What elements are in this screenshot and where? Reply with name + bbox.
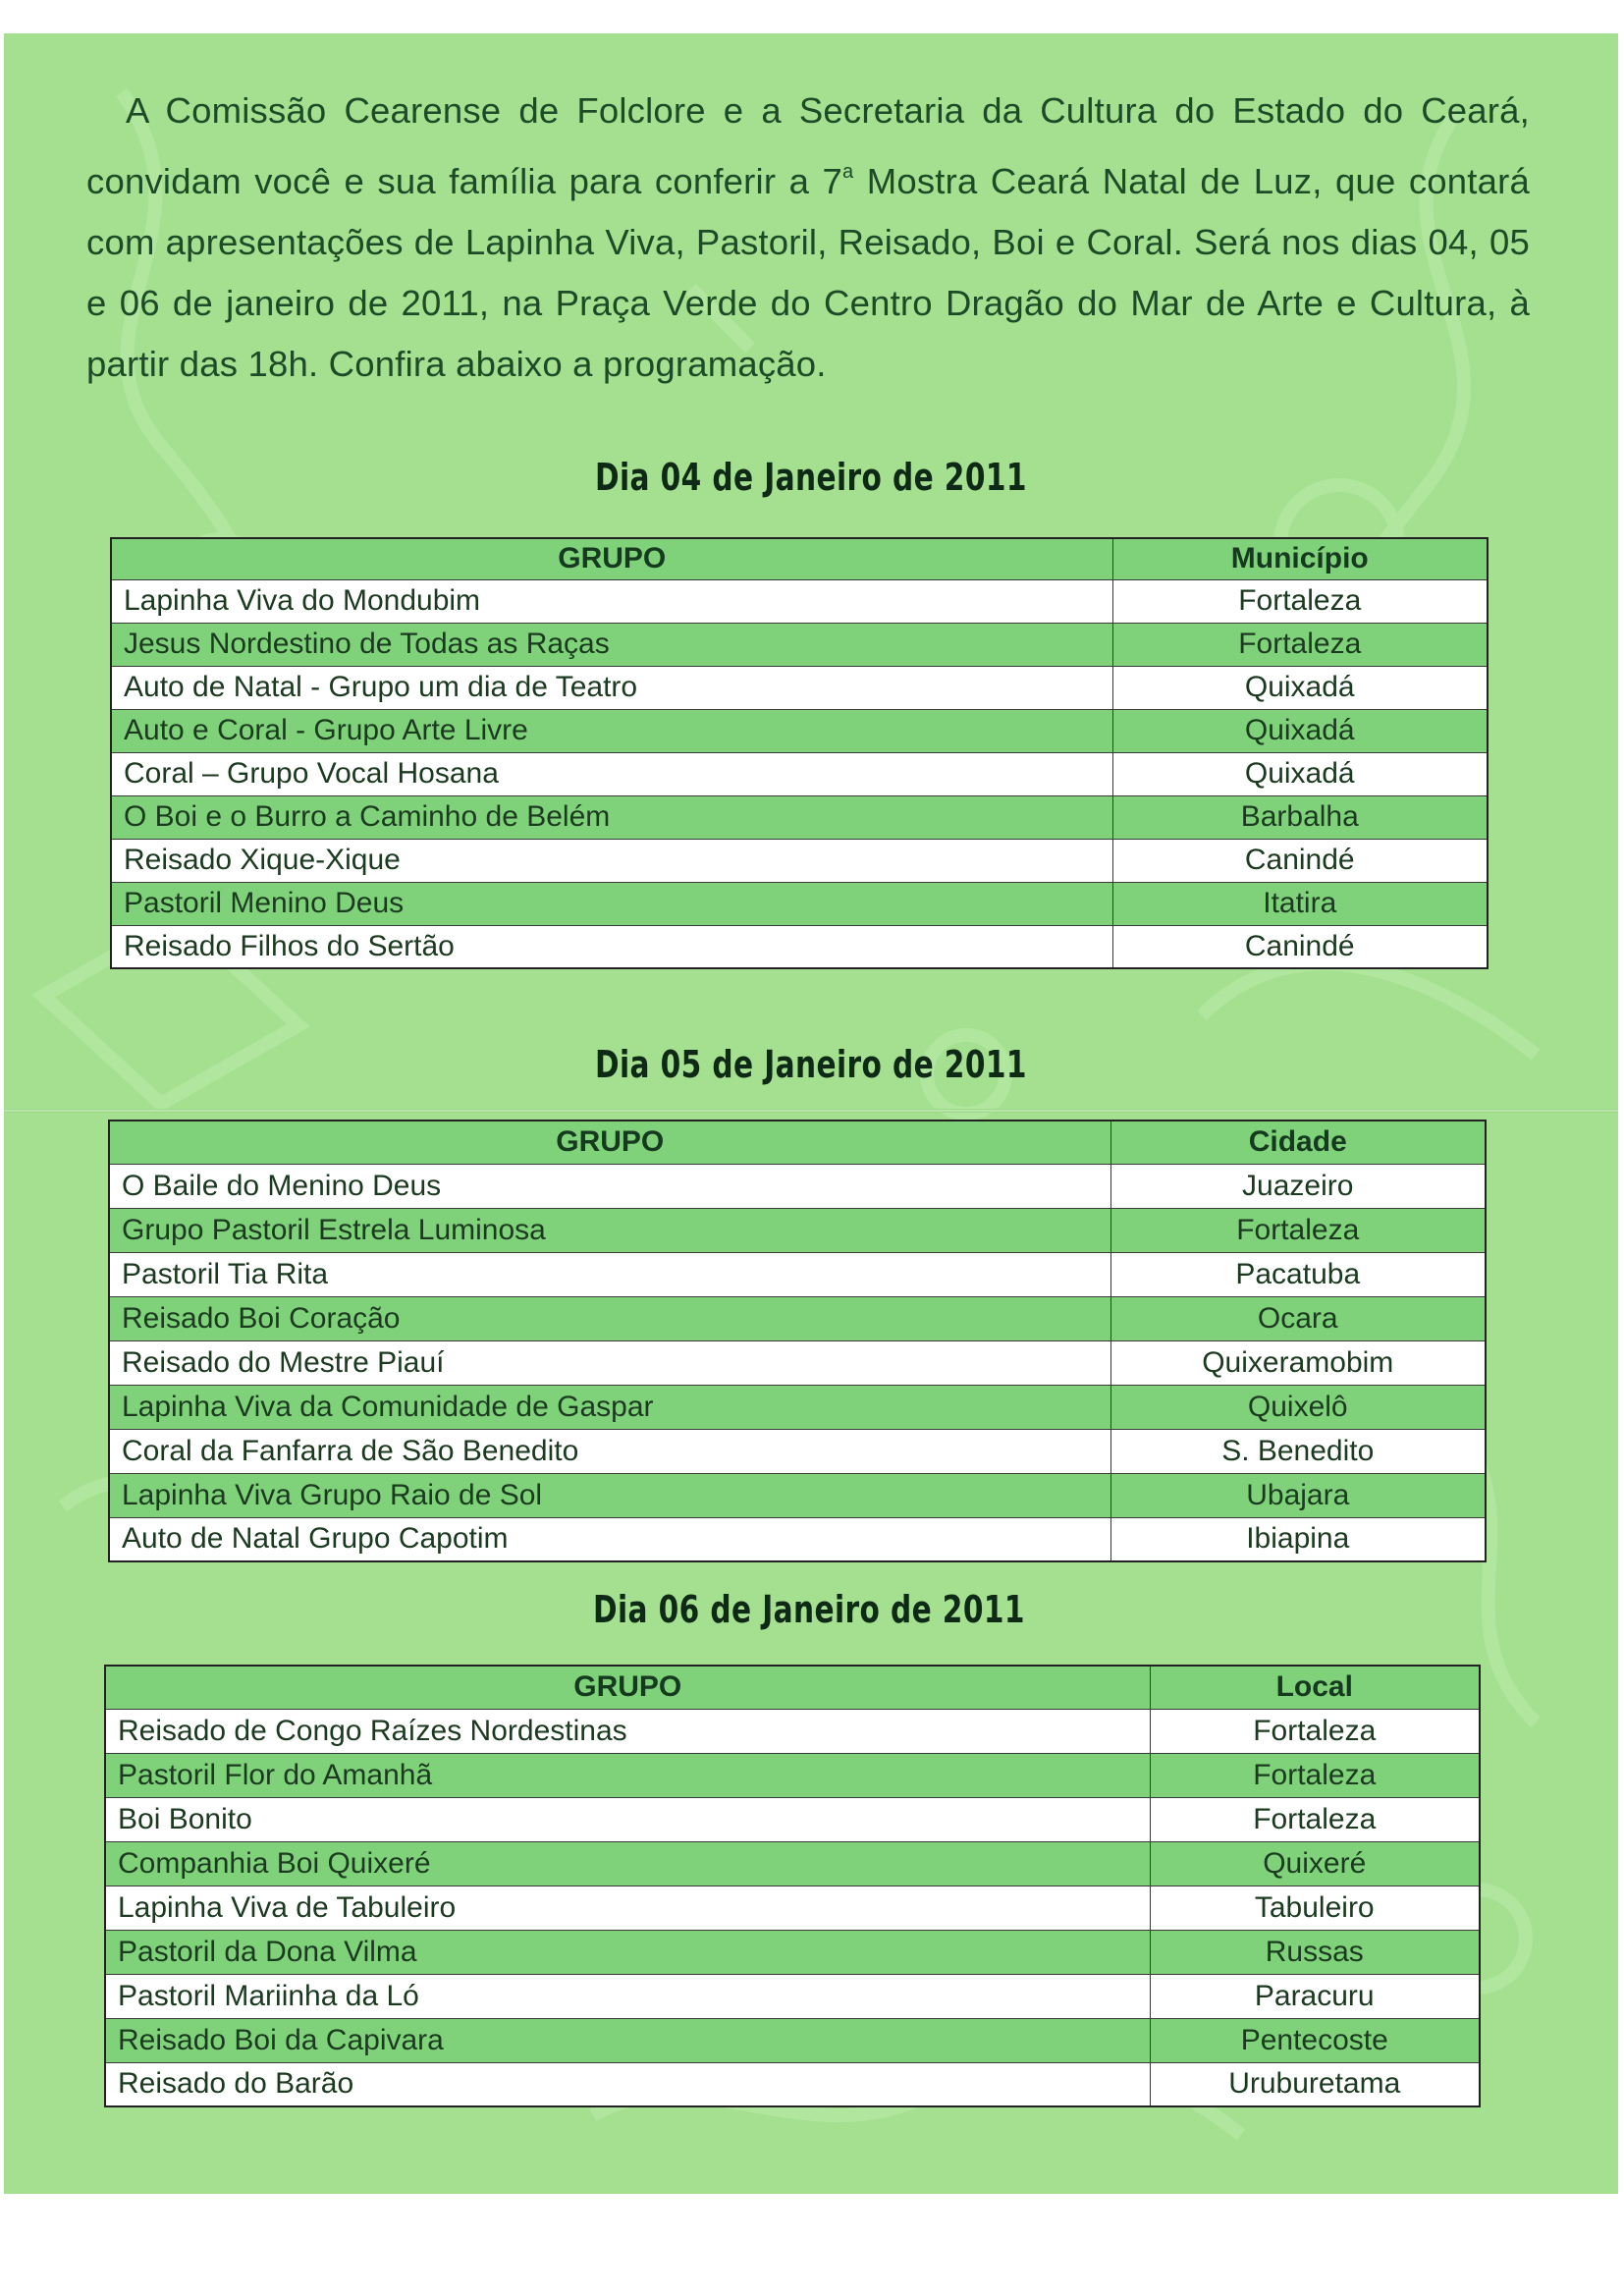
table-header [109, 1121, 1486, 1164]
place-cell: Ibiapina [1110, 1517, 1486, 1561]
place-cell: Tabuleiro [1150, 1886, 1480, 1930]
day-1-title: Dia 04 de Janeiro de 2011 [595, 456, 1027, 499]
place-cell: Fortaleza [1110, 1208, 1486, 1252]
place-cell: Quixadá [1112, 666, 1488, 709]
day-1-table [110, 537, 1489, 969]
table-row [111, 709, 1488, 752]
group-cell: Lapinha Viva de Tabuleiro [105, 1886, 1150, 1930]
group-cell: Reisado Filhos do Sertão [111, 925, 1112, 968]
place-cell: Fortaleza [1150, 1709, 1480, 1753]
group-cell: Pastoril da Dona Vilma [105, 1930, 1150, 1974]
group-cell: Reisado Xique-Xique [111, 839, 1112, 882]
group-cell: Coral da Fanfarra de São Benedito [109, 1429, 1110, 1473]
table-row [105, 1930, 1480, 1974]
paper-fold [4, 1109, 1618, 1113]
place-cell: Pacatuba [1110, 1252, 1486, 1296]
column-header-group: GRUPO [111, 538, 1112, 579]
group-cell: Reisado Boi da Capivara [105, 2018, 1150, 2062]
day-2-title: Dia 05 de Janeiro de 2011 [595, 1043, 1027, 1086]
group-cell: Lapinha Viva Grupo Raio de Sol [109, 1473, 1110, 1517]
group-cell: Auto de Natal - Grupo um dia de Teatro [111, 666, 1112, 709]
group-cell: Pastoril Tia Rita [109, 1252, 1110, 1296]
group-cell: Companhia Boi Quixeré [105, 1841, 1150, 1886]
group-cell: Lapinha Viva do Mondubim [111, 579, 1112, 623]
group-cell: Grupo Pastoril Estrela Luminosa [109, 1208, 1110, 1252]
day-3-table [104, 1665, 1481, 2107]
column-header-group: GRUPO [105, 1666, 1150, 1709]
place-cell: Quixeramobim [1110, 1340, 1486, 1385]
group-cell: Reisado Boi Coração [109, 1296, 1110, 1340]
table-row [109, 1296, 1486, 1340]
day-3-title: Dia 06 de Janeiro de 2011 [593, 1588, 1025, 1631]
group-cell: O Baile do Menino Deus [109, 1164, 1110, 1208]
group-cell: O Boi e o Burro a Caminho de Belém [111, 795, 1112, 839]
table-row [109, 1340, 1486, 1385]
table-row [105, 1753, 1480, 1797]
table-row [109, 1164, 1486, 1208]
place-cell: Paracuru [1150, 1974, 1480, 2018]
group-cell: Jesus Nordestino de Todas as Raças [111, 623, 1112, 666]
table-row [109, 1517, 1486, 1561]
group-cell: Pastoril Menino Deus [111, 882, 1112, 925]
table-row [111, 925, 1488, 968]
table-row [111, 579, 1488, 623]
group-cell: Reisado do Barão [105, 2062, 1150, 2106]
table-row [111, 795, 1488, 839]
place-cell: Uruburetama [1150, 2062, 1480, 2106]
place-cell: Ubajara [1110, 1473, 1486, 1517]
table-row [109, 1473, 1486, 1517]
table-row [109, 1208, 1486, 1252]
place-cell: Fortaleza [1112, 623, 1488, 666]
table-row [111, 666, 1488, 709]
column-header-group: GRUPO [109, 1121, 1110, 1164]
place-cell: Fortaleza [1150, 1753, 1480, 1797]
table-header [105, 1666, 1480, 1709]
group-cell: Lapinha Viva da Comunidade de Gaspar [109, 1385, 1110, 1429]
table-row [109, 1252, 1486, 1296]
intro-paragraph [86, 81, 1530, 395]
place-cell: Canindé [1112, 925, 1488, 968]
intro-text-after: Mostra Ceará Natal de Luz, que contará com apresentações de Lapinha Viva, Pastoril, Reisado, Boi e Coral. Será nos dias 04, 05 e 06 de janeiro de 2011, na Praça Verde do Centro Dragão do Mar de Arte e Cultura, à partir das 18h. Confira abaixo a programação. [86, 161, 1530, 384]
table-row [109, 1429, 1486, 1473]
group-cell: Reisado do Mestre Piauí [109, 1340, 1110, 1385]
group-cell: Auto e Coral - Grupo Arte Livre [111, 709, 1112, 752]
day-2-table [108, 1120, 1487, 1562]
group-cell: Reisado de Congo Raízes Nordestinas [105, 1709, 1150, 1753]
place-cell: Quixelô [1110, 1385, 1486, 1429]
table-row [105, 1886, 1480, 1930]
place-cell: Pentecoste [1150, 2018, 1480, 2062]
intro-ordinal-mark: a [842, 161, 854, 183]
place-cell: S. Benedito [1110, 1429, 1486, 1473]
group-cell: Boi Bonito [105, 1797, 1150, 1841]
table-row [105, 2018, 1480, 2062]
table-row [105, 2062, 1480, 2106]
group-cell: Pastoril Mariinha da Ló [105, 1974, 1150, 2018]
place-cell: Itatira [1112, 882, 1488, 925]
group-cell: Auto de Natal Grupo Capotim [109, 1517, 1110, 1561]
table-row [105, 1797, 1480, 1841]
table-row [111, 882, 1488, 925]
intro-text: A Comissão Cearense de Folclore e a Secretaria da Cultura do Estado do Ceará, convidam você e sua família para conferir a 7 [86, 90, 1530, 201]
place-cell: Fortaleza [1112, 579, 1488, 623]
table-row [109, 1385, 1486, 1429]
place-cell: Canindé [1112, 839, 1488, 882]
place-cell: Russas [1150, 1930, 1480, 1974]
table-row [105, 1841, 1480, 1886]
place-cell: Quixadá [1112, 709, 1488, 752]
group-cell: Coral – Grupo Vocal Hosana [111, 752, 1112, 795]
column-header-place: Município [1112, 538, 1488, 579]
place-cell: Juazeiro [1110, 1164, 1486, 1208]
place-cell: Quixeré [1150, 1841, 1480, 1886]
group-cell: Pastoril Flor do Amanhã [105, 1753, 1150, 1797]
place-cell: Ocara [1110, 1296, 1486, 1340]
column-header-place: Local [1150, 1666, 1480, 1709]
table-row [105, 1974, 1480, 2018]
place-cell: Fortaleza [1150, 1797, 1480, 1841]
table-row [111, 839, 1488, 882]
table-header [111, 538, 1488, 579]
place-cell: Barbalha [1112, 795, 1488, 839]
place-cell: Quixadá [1112, 752, 1488, 795]
table-row [111, 752, 1488, 795]
column-header-place: Cidade [1110, 1121, 1486, 1164]
table-row [105, 1709, 1480, 1753]
table-row [111, 623, 1488, 666]
